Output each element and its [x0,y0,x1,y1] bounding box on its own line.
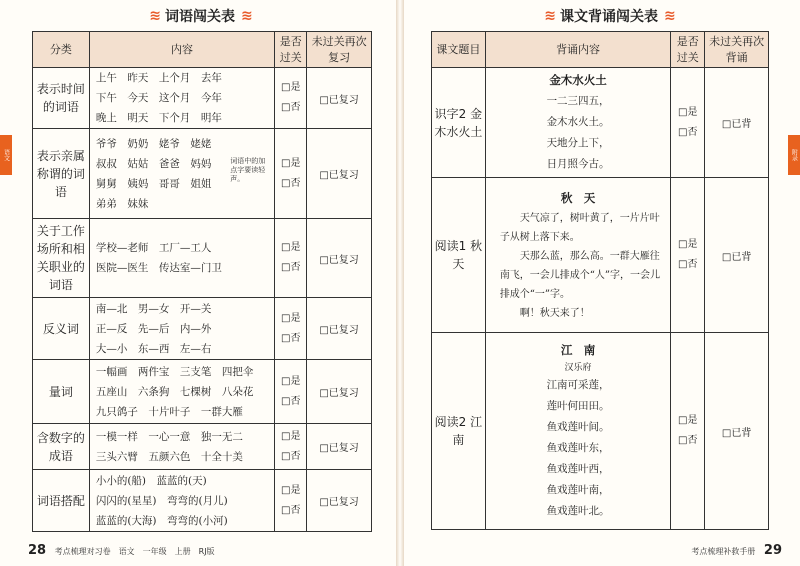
pass-checkbox-cell[interactable] [275,298,307,360]
recite-content [485,178,671,333]
poem-line: 江南可采莲， [546,379,610,391]
no-checkbox[interactable]: □否 [281,450,301,462]
recite-content [485,68,671,178]
row-content [89,360,274,424]
yes-checkbox[interactable]: □是 [281,484,301,496]
content-line: 正—反 先—后 内—外 [95,322,212,335]
yes-checkbox[interactable]: □是 [678,106,698,118]
review-checkbox[interactable]: □已复习 [307,470,372,532]
content-line: 爷爷 奶奶 姥爷 姥姥 [95,137,212,150]
table-row [432,178,769,333]
yes-checkbox[interactable]: □是 [281,430,301,442]
poem-line: 鱼戏莲叶西， [546,463,610,475]
yes-checkbox[interactable]: □是 [678,239,698,250]
header-pass: 是否过关 [275,32,307,68]
table-row [33,470,372,532]
review-checkbox[interactable]: □已复习 [307,298,372,360]
no-checkbox[interactable]: □否 [281,332,301,344]
no-checkbox[interactable]: □否 [281,262,301,273]
content-line: 舅舅 姨妈 哥哥 姐姐 [95,177,212,190]
page-number: 29 [763,543,782,558]
content-line: 弟弟 妹妹 [95,197,149,210]
header-title: 课文题目 [432,32,486,68]
passage-paragraph: 天气凉了，树叶黄了，一片片叶子从树上落下来。 [499,212,660,243]
table-row [33,360,372,424]
content-line: 一模一样 一心一意 独一无二 [95,430,243,443]
book-gutter [396,0,404,566]
header-review: 未过关再次复习 [307,32,372,68]
table-row [432,333,769,530]
row-category: 表示时间的词语 [33,68,90,129]
passage-title: 秋 天 [560,190,596,205]
lesson-title: 识字2 金木水火土 [432,68,486,178]
yes-checkbox[interactable]: □是 [678,415,698,426]
row-content [89,68,274,129]
pass-checkbox-cell[interactable] [671,178,705,333]
yes-checkbox[interactable]: □是 [281,157,301,169]
table-row [33,68,372,129]
content-line: 下午 今天 这个月 今年 [95,92,222,104]
header-content: 背诵内容 [485,32,671,68]
row-content [89,424,274,470]
vocab-table [32,31,372,532]
row-content [89,219,274,298]
wave-ornament-icon: ≋ [241,8,251,24]
content-line: 蓝蓝的(大海) 弯弯的(小河) [95,514,228,527]
pass-checkbox-cell[interactable] [275,129,307,219]
no-checkbox[interactable]: □否 [281,504,301,516]
table-header-row [432,32,769,68]
poem-line: 鱼戏莲叶间。 [546,421,610,433]
review-checkbox[interactable]: □已复习 [307,129,372,219]
no-checkbox[interactable]: □否 [678,126,698,138]
pass-checkbox-cell[interactable] [671,68,705,178]
wave-ornament-icon: ≋ [149,8,159,24]
row-content [89,129,274,219]
yes-checkbox[interactable]: □是 [281,242,301,253]
vocab-title-text: 词语闯关表 [165,9,235,25]
lesson-title: 阅读2 江南 [432,333,486,530]
pass-checkbox-cell[interactable] [275,424,307,470]
lesson-title: 阅读1 秋天 [432,178,486,333]
poem-author: 汉乐府 [564,363,592,373]
recite-checkbox[interactable]: □已背 [705,333,769,530]
pass-checkbox-cell[interactable] [275,470,307,532]
no-checkbox[interactable]: □否 [678,259,698,270]
content-line: 学校—老师 工厂—工人 [95,242,212,254]
no-checkbox[interactable]: □否 [678,435,698,446]
no-checkbox[interactable]: □否 [281,395,301,407]
table-row [33,129,372,219]
content-line: 五座山 六条狗 七棵树 八朵花 [95,385,254,398]
content-line: 上午 昨天 上个月 去年 [95,72,222,84]
poem-line: 天地分上下， [546,137,610,149]
review-checkbox[interactable]: □已复习 [307,219,372,298]
header-content: 内容 [89,32,274,68]
poem-line: 日月照今古。 [546,158,610,170]
right-footer [691,543,782,558]
page-number: 28 [28,543,47,558]
content-line: 闪闪的(星星) 弯弯的(月儿) [95,494,228,507]
no-checkbox[interactable]: □否 [281,102,301,113]
row-category: 反义词 [33,298,90,360]
yes-checkbox[interactable]: □是 [281,375,301,387]
no-checkbox[interactable]: □否 [281,177,301,189]
passage-paragraph: 啊！秋天来了！ [519,307,590,319]
header-pass: 是否过关 [671,32,705,68]
vocab-table-title [60,5,340,27]
wave-ornament-icon: ≋ [544,8,554,24]
header-recite: 未过关再次背诵 [705,32,769,68]
content-line: 小小的(船) 蓝蓝的(天) [95,474,207,487]
pass-checkbox-cell[interactable] [275,219,307,298]
recite-content [485,333,671,530]
content-line: 大—小 东—西 左—右 [95,342,212,355]
pass-checkbox-cell[interactable] [275,68,307,129]
pass-checkbox-cell[interactable] [275,360,307,424]
wave-ornament-icon: ≋ [664,8,674,24]
footer-text: 考点梳理补救手册 [691,547,756,556]
row-category: 量词 [33,360,90,424]
poem-line: 鱼戏莲叶南， [546,484,610,496]
review-checkbox[interactable]: □已复习 [307,68,372,129]
poem-line: 金木水火土。 [546,116,610,128]
left-footer [28,543,215,558]
yes-checkbox[interactable]: □是 [281,82,301,93]
table-row [33,298,372,360]
poem-title: 江 南 [560,343,596,357]
content-line: 三头六臂 五颜六色 十全十美 [95,450,243,463]
table-row [33,424,372,470]
row-category: 表示亲属称谓的词语 [33,129,90,219]
recite-table [431,31,769,530]
footer-text: 考点梳理对习卷 语文 一年级 上册 RJ版 [54,547,215,556]
review-checkbox[interactable]: □已复习 [307,424,372,470]
review-checkbox[interactable]: □已复习 [307,360,372,424]
content-line: 南—北 男—女 开—关 [95,302,212,315]
table-header-row [33,32,372,68]
side-tab-right: 附录 [788,135,800,175]
header-category: 分类 [33,32,90,68]
table-row [432,68,769,178]
poem-line: 鱼戏莲叶北。 [546,505,610,517]
light-tone-note: 词语中的加点字要读轻声。 [230,157,266,183]
poem-line: 莲叶何田田。 [546,400,610,412]
right-page [404,0,800,566]
recite-checkbox[interactable]: □已背 [705,178,769,333]
passage-paragraph: 天那么蓝，那么高。一群大雁往南飞，一会儿排成个“人”字，一会儿排成个“一”字。 [499,250,661,300]
content-line: 叔叔 姑姑 爸爸 妈妈 [95,157,212,170]
left-page [0,0,396,566]
poem-line: 鱼戏莲叶东， [546,442,610,454]
content-line: 晚上 明天 下个月 明年 [95,112,222,124]
poem-line: 一二三四五， [546,95,610,107]
row-category: 含数字的成语 [33,424,90,470]
yes-checkbox[interactable]: □是 [281,312,301,324]
recite-checkbox[interactable]: □已背 [705,68,769,178]
side-tab-left: 语文 [0,135,12,175]
poem-title: 金木水火土 [549,73,607,87]
recite-title-text: 课文背诵闯关表 [560,9,658,25]
content-line: 一幅画 两件宝 三支笔 四把伞 [95,365,254,378]
row-content [89,470,274,532]
table-row [33,219,372,298]
pass-checkbox-cell[interactable] [671,333,705,530]
row-category: 词语搭配 [33,470,90,532]
content-line: 医院—医生 传达室—门卫 [95,262,222,274]
recite-table-title [464,5,754,27]
row-category: 关于工作场所和相关职业的词语 [33,219,90,298]
row-content [89,298,274,360]
content-line: 九只鸽子 十片叶子 一群大雁 [95,405,243,418]
